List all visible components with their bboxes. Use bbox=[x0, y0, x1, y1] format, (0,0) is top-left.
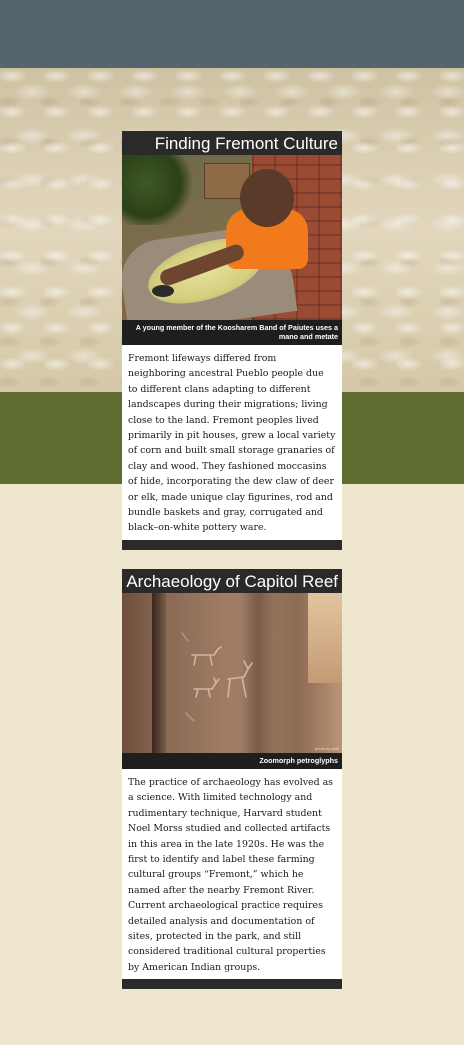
photo-credit: photo by staff bbox=[315, 746, 339, 751]
panel-body-text: Fremont lifeways differed from neighboring ancestral Pueblo people due to different clans adapting to different landscapes during their migrations; living close to the land. Fremont peoples lived primarily in pit houses, grew a local variety of corn and built small storage granaries of clay and wood. They fashioned moccasins of hide, incorporating the dew claw of deer or elk, made unique clay figurines, rod and bundle baskets and gray, corrugated and black–on-white pottery ware. bbox=[128, 353, 336, 534]
photo-zoomorph-petroglyphs bbox=[122, 593, 342, 753]
photo-mano-and-metate bbox=[122, 155, 342, 320]
panel-finding-fremont-culture bbox=[122, 131, 342, 550]
panel-title: Finding Fremont Culture bbox=[122, 131, 342, 155]
panel-footer-bar bbox=[122, 979, 342, 989]
photo-caption: A young member of the Koosharem Band of Paiutes uses a mano and metate bbox=[122, 320, 342, 345]
panel-body-text: The practice of archaeology has evolved as a science. With limited technology and rudimentary technique, Harvard student Noel Morss studied and collected artifacts in this area in the late 1920s. He was the first to identify and label these farming cultural groups “Fremont,” which he named after the nearby Fremont River. Current archaeological practice requires detailed analysis and documentation of sites, protected in the park, and still considered traditional cultural properties by American Indian groups. bbox=[128, 777, 333, 973]
panel-title: Archaeology of Capitol Reef bbox=[122, 569, 342, 593]
photo-caption: Zoomorph petroglyphs bbox=[122, 753, 342, 769]
panel-footer-bar bbox=[122, 540, 342, 550]
header-band bbox=[0, 0, 464, 68]
panel-archaeology-capitol-reef bbox=[122, 569, 342, 989]
